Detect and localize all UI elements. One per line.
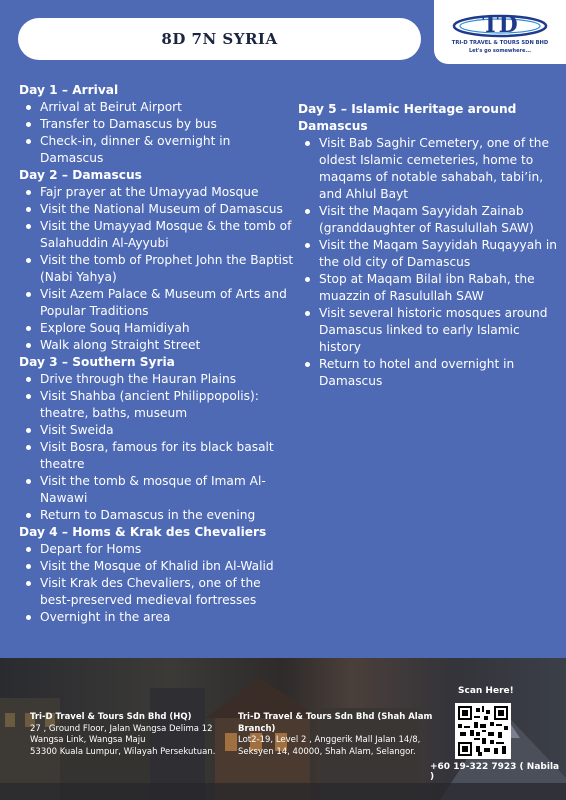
day-section	[19, 524, 294, 626]
hq-address-line: 53300 Kuala Lumpur, Wilayah Persekutuan.	[30, 746, 216, 757]
day-activity-list	[19, 371, 294, 524]
list-item: Depart for Homs	[19, 541, 294, 558]
branch-address-line: Seksyen 14, 40000, Shah Alam, Selangor.	[238, 746, 416, 757]
list-item: Arrival at Beirut Airport	[19, 99, 294, 116]
day-title: Day 4 – Homs & Krak des Chevaliers	[19, 525, 267, 539]
itinerary-right-column	[298, 101, 558, 390]
hq-address-line: 27 , Ground Floor, Jalan Wangsa Delima 12	[30, 723, 213, 734]
list-item: Visit the tomb of Prophet John the Baptist (Nabi Yahya)	[19, 252, 294, 286]
list-item: Return to Damascus in the evening	[19, 507, 294, 524]
scan-label: Scan Here!	[458, 686, 514, 696]
list-item: Visit Sweida	[19, 422, 294, 439]
day-section	[19, 82, 294, 167]
day-section	[19, 354, 294, 524]
branch-address	[238, 712, 438, 758]
list-item: Visit the Maqam Sayyidah Zainab (granddaughter of Rasulullah SAW)	[298, 203, 558, 237]
title-banner	[18, 18, 421, 60]
list-item: Visit Bab Saghir Cemetery, one of the oldest Islamic cemeteries, home to maqams of notable sahabah, tabi’in, and Ahlul Bayt	[298, 135, 558, 203]
list-item: Visit Krak des Chevaliers, one of the best-preserved medieval fortresses	[19, 575, 294, 609]
day-section	[19, 167, 294, 354]
branch-address-line: Lot2-19, Level 2 , Anggerik Mall Jalan 14/8,	[238, 735, 421, 745]
logo-mark-icon	[450, 10, 550, 38]
list-item: Visit Bosra, famous for its black basalt theatre	[19, 439, 294, 473]
day-title: Day 3 – Southern Syria	[19, 355, 175, 369]
list-item: Explore Souq Hamidiyah	[19, 320, 294, 337]
hq-address-line: Wangsa Link, Wangsa Maju	[30, 735, 146, 745]
logo-mark-text: TD	[482, 12, 518, 38]
list-item: Fajr prayer at the Umayyad Mosque	[19, 184, 294, 201]
list-item: Overnight in the area	[19, 609, 294, 626]
list-item: Visit the National Museum of Damascus	[19, 201, 294, 218]
list-item: Visit the Mosque of Khalid ibn Al-Walid	[19, 558, 294, 575]
list-item: Visit Azem Palace & Museum of Arts and Popular Traditions	[19, 286, 294, 320]
day-activity-list	[19, 541, 294, 626]
day-activity-list	[298, 135, 558, 390]
list-item: Visit several historic mosques around Damascus linked to early Islamic history	[298, 305, 558, 356]
day-title: Day 1 – Arrival	[19, 83, 119, 97]
hq-address	[30, 712, 230, 758]
list-item: Visit the tomb & mosque of Imam Al-Nawawi	[19, 473, 294, 507]
day-activity-list	[19, 184, 294, 354]
logo-tagline: Let's go somewhere...	[468, 48, 532, 54]
branch-office-name: Tri-D Travel & Tours Sdn Bhd (Shah Alam Branch)	[238, 712, 433, 734]
company-logo	[434, 0, 566, 64]
list-item: Drive through the Hauran Plains	[19, 371, 294, 388]
qr-code-icon[interactable]	[455, 703, 511, 759]
day-title: Day 2 – Damascus	[19, 168, 142, 182]
list-item: Walk along Straight Street	[19, 337, 294, 354]
list-item: Visit Shahba (ancient Philippopolis): theatre, baths, museum	[19, 388, 294, 422]
list-item: Transfer to Damascus by bus	[19, 116, 294, 133]
day-activity-list	[19, 99, 294, 167]
logo-company-name: TRI-D TRAVEL & TOURS SDN BHD	[451, 40, 549, 46]
list-item: Stop at Maqam Bilal ibn Rabah, the muazzin of Rasulullah SAW	[298, 271, 558, 305]
list-item: Return to hotel and overnight in Damascus	[298, 356, 558, 390]
page-title: 8D 7N SYRIA	[161, 30, 278, 48]
day-title: Day 5 – Islamic Heritage around Damascus	[298, 102, 517, 133]
list-item: Visit the Umayyad Mosque & the tomb of Salahuddin Al-Ayyubi	[19, 218, 294, 252]
contact-phone[interactable]: +60 19-322 7923 ( Nabila )	[430, 762, 560, 782]
itinerary-left-column	[19, 82, 294, 626]
list-item: Check-in, dinner & overnight in Damascus	[19, 133, 294, 167]
list-item: Visit the Maqam Sayyidah Ruqayyah in the old city of Damascus	[298, 237, 558, 271]
hq-office-name: Tri-D Travel & Tours Sdn Bhd (HQ)	[30, 712, 192, 722]
